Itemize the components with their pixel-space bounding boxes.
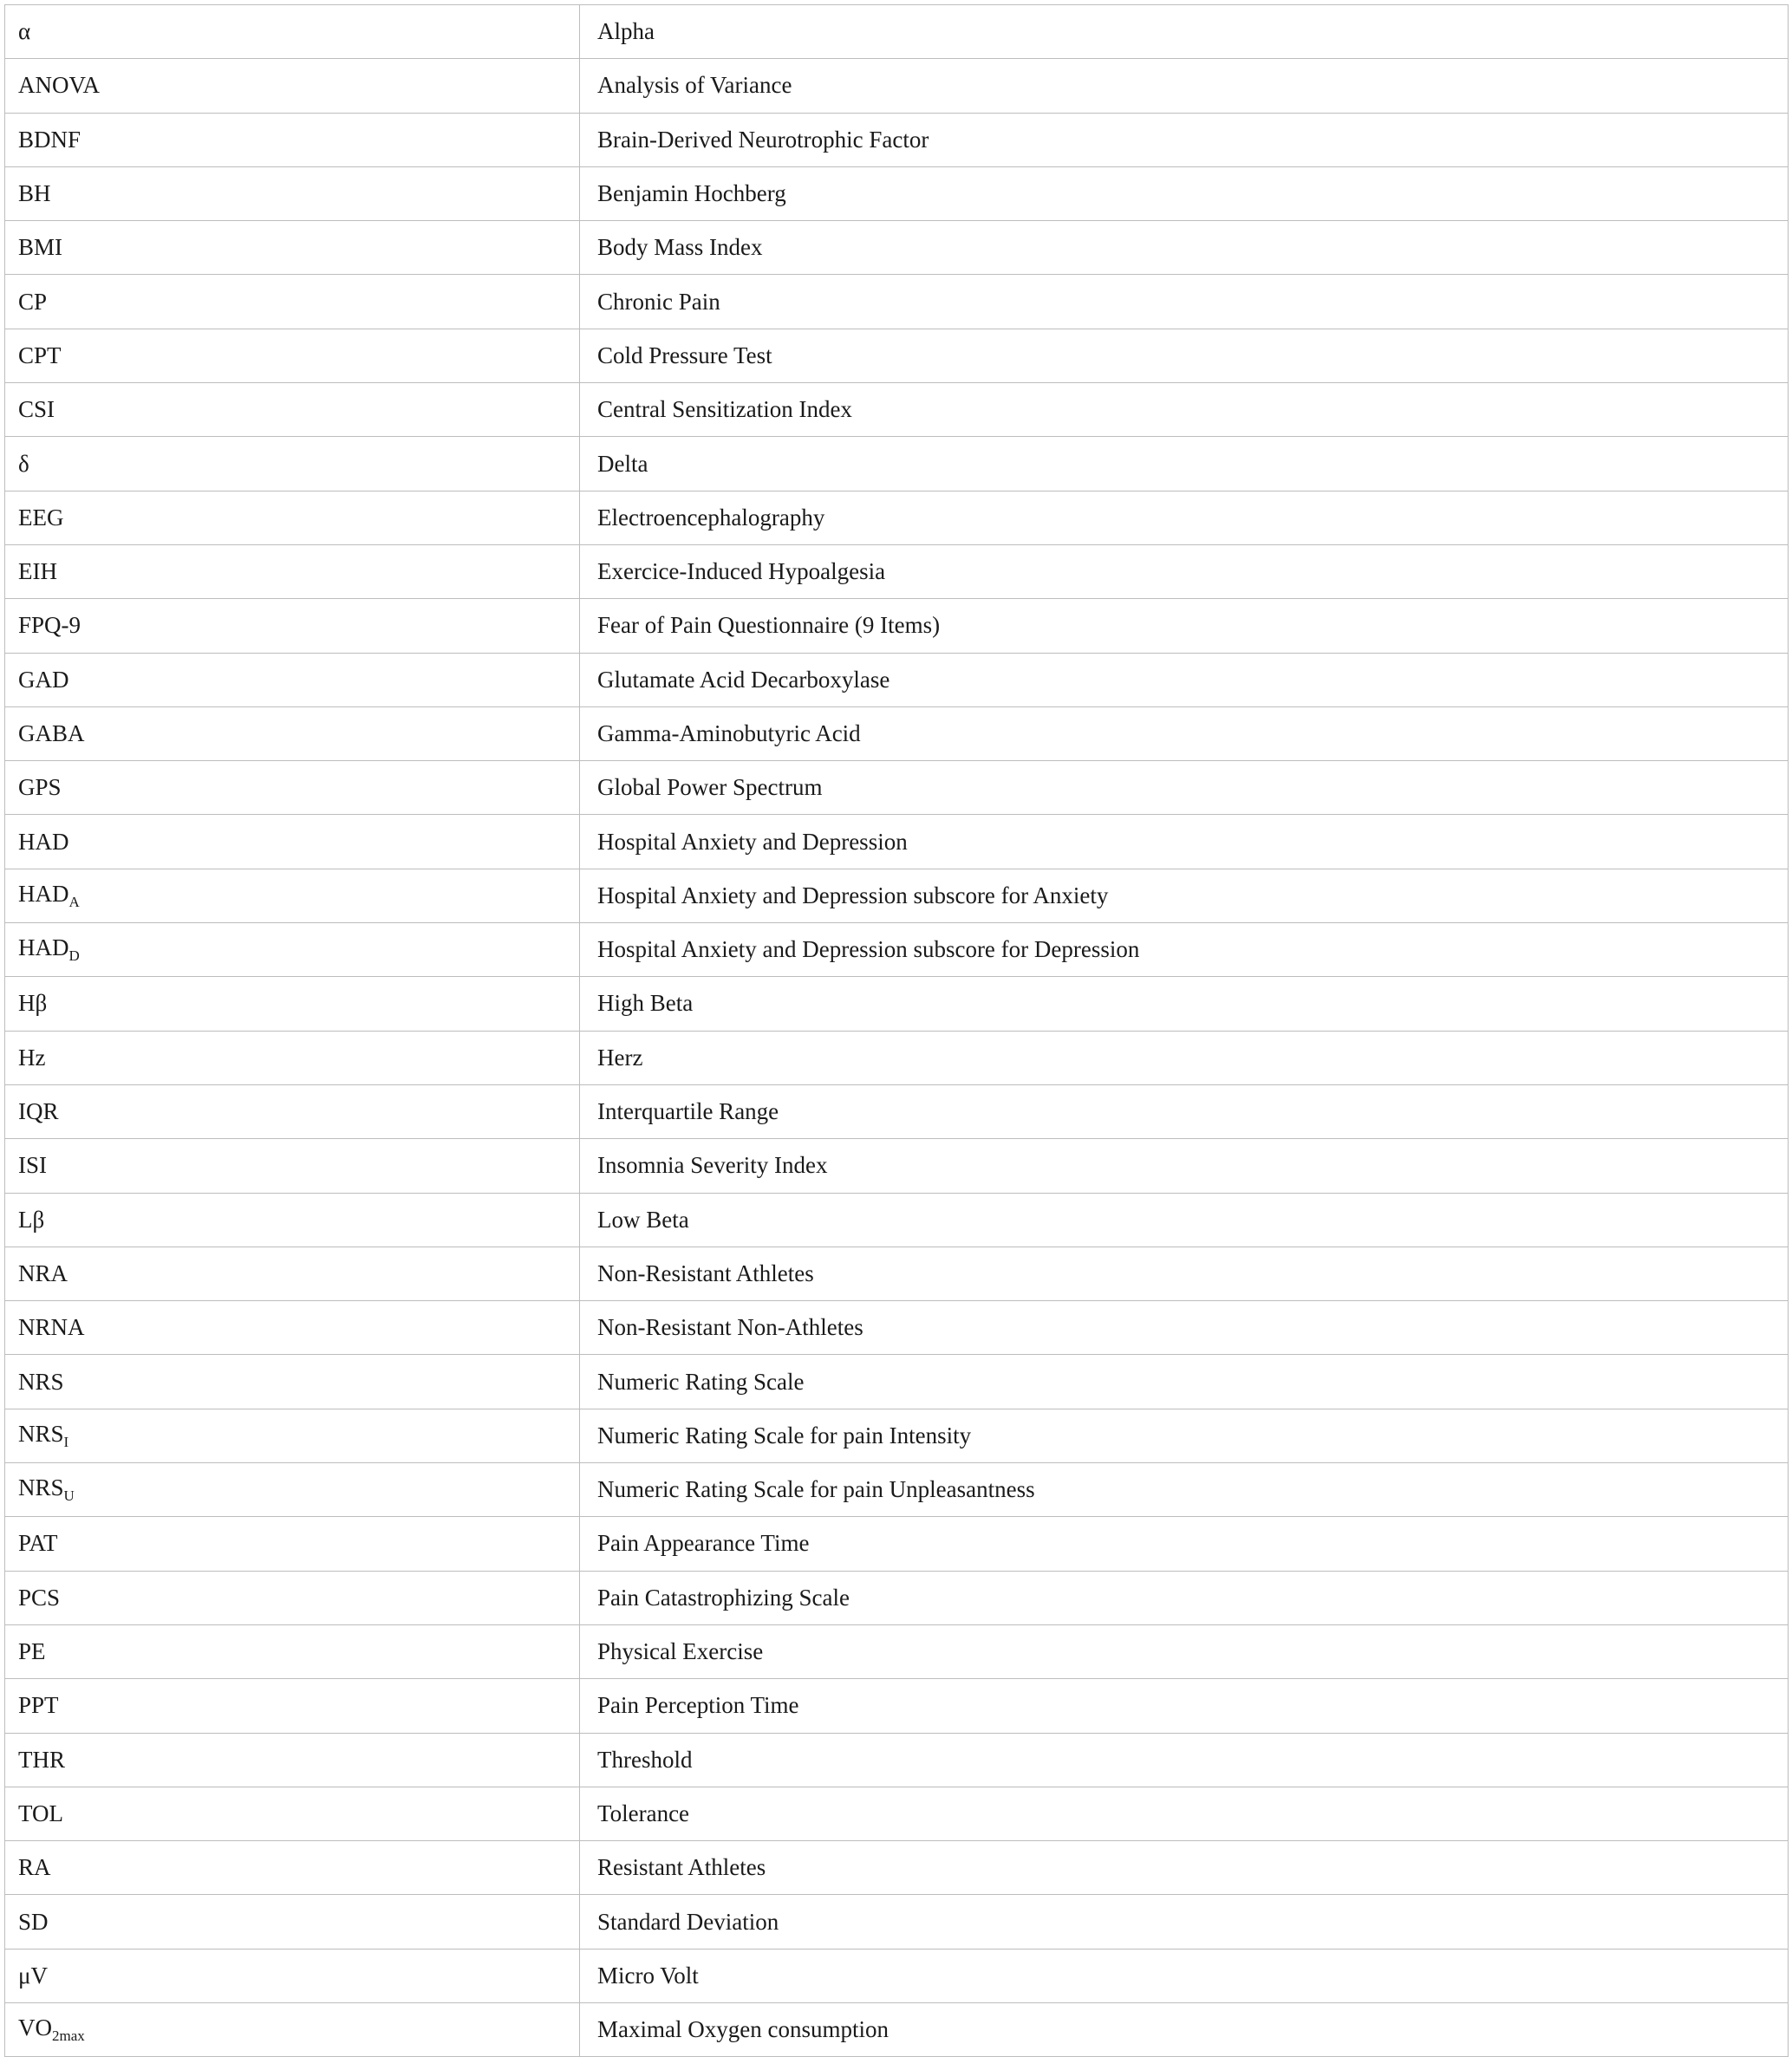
table-row [5,1733,1789,1787]
table-row [5,1517,1789,1571]
abbreviation-text: HAD [18,880,69,907]
definition-text: Numeric Rating Scale for pain Intensity [597,1422,972,1448]
table-row [5,166,1789,220]
abbreviation-text: Hβ [18,990,48,1017]
definition-text: Numeric Rating Scale [597,1368,805,1395]
table-row [5,1084,1789,1138]
definition-cell [580,5,1789,59]
definition-text: Low Beta [597,1206,689,1233]
definition-cell [580,706,1789,760]
table-row [5,1571,1789,1624]
abbreviation-text: NRS [18,1368,64,1395]
definition-text: Tolerance [597,1800,690,1826]
abbreviation-cell [5,815,580,869]
abbreviation-cell [5,923,580,977]
definition-cell [580,815,1789,869]
abbreviation-cell [5,1139,580,1193]
definition-cell [580,1949,1789,2002]
abbreviation-text: CSI [18,396,55,423]
table-row [5,1355,1789,1409]
abbreviation-text: PPT [18,1692,59,1719]
definition-text: Body Mass Index [597,234,763,261]
definition-text: Threshold [597,1746,693,1773]
abbreviation-text: δ [18,450,29,477]
table-row [5,437,1789,491]
definition-text: Fear of Pain Questionnaire (9 Items) [597,612,941,639]
table-row [5,1895,1789,1949]
abbreviation-cell [5,5,580,59]
table-row [5,599,1789,653]
abbreviation-text: EIH [18,558,57,585]
table-row [5,1247,1789,1300]
definition-text: Numeric Rating Scale for pain Unpleasantness [597,1476,1035,1503]
definition-cell [580,275,1789,329]
definition-text: High Beta [597,990,694,1017]
definition-cell [580,1733,1789,1787]
abbreviation-cell [5,1355,580,1409]
definition-text: Delta [597,450,648,477]
table-row [5,2002,1789,2056]
table-row [5,275,1789,329]
abbreviation-text: SD [18,1908,49,1935]
definition-cell [580,1301,1789,1355]
table-row [5,383,1789,437]
definition-cell [580,2002,1789,2056]
definition-cell [580,1895,1789,1949]
abbreviation-cell [5,1301,580,1355]
abbreviation-subscript: D [68,947,80,965]
definition-cell [580,59,1789,113]
abbreviation-cell [5,1193,580,1247]
abbreviation-cell [5,383,580,437]
abbreviation-cell [5,491,580,544]
abbreviation-cell [5,275,580,329]
abbreviation-cell [5,977,580,1031]
abbreviation-text: Hz [18,1044,46,1071]
abbreviation-text: ANOVA [18,72,101,99]
definition-cell [580,1787,1789,1840]
abbreviation-text: THR [18,1746,65,1773]
definition-cell [580,599,1789,653]
table-row [5,1031,1789,1084]
definition-text: Pain Appearance Time [597,1530,810,1557]
abbreviation-cell [5,1409,580,1462]
definition-cell [580,221,1789,275]
abbreviation-cell [5,221,580,275]
abbreviations-table [4,4,1789,2057]
abbreviation-text: GPS [18,774,62,801]
abbreviation-cell [5,544,580,598]
definition-text: Herz [597,1044,643,1071]
abbreviation-cell [5,1895,580,1949]
abbreviation-text: TOL [18,1800,63,1826]
abbreviation-text: CP [18,288,48,315]
abbreviation-cell [5,1517,580,1571]
abbreviation-text: FPQ-9 [18,612,81,639]
definition-cell [580,1517,1789,1571]
definition-text: Cold Pressure Test [597,342,772,368]
table-row [5,1679,1789,1733]
table-row [5,5,1789,59]
definition-text: Pain Perception Time [597,1692,799,1719]
definition-text: Pain Catastrophizing Scale [597,1584,850,1611]
abbreviation-cell [5,2002,580,2056]
abbreviation-cell [5,1463,580,1517]
table-row [5,977,1789,1031]
abbreviation-cell [5,1247,580,1300]
definition-cell [580,923,1789,977]
definition-cell [580,1409,1789,1462]
table-row [5,1193,1789,1247]
definition-cell [580,1624,1789,1678]
abbreviation-text: α [18,18,31,45]
table-row [5,544,1789,598]
abbreviation-subscript: I [63,1433,69,1450]
definition-text: Chronic Pain [597,288,720,315]
definition-cell [580,1247,1789,1300]
definition-cell [580,1355,1789,1409]
definition-text: Standard Deviation [597,1908,779,1935]
table-row [5,1841,1789,1895]
abbreviation-text: BMI [18,234,63,261]
abbreviation-text: PE [18,1638,46,1665]
definition-text: Resistant Athletes [597,1854,766,1881]
definition-text: Gamma-Aminobutyric Acid [597,720,861,746]
definition-cell [580,544,1789,598]
table-row [5,761,1789,815]
abbreviation-cell [5,1679,580,1733]
abbreviation-text: Lβ [18,1206,45,1233]
abbreviation-text: μV [18,1962,48,1989]
definition-text: Analysis of Variance [597,72,792,99]
abbreviation-cell [5,437,580,491]
table-row [5,1949,1789,2002]
definition-cell [580,383,1789,437]
definition-cell [580,1463,1789,1517]
abbreviation-text: BDNF [18,126,81,153]
definition-text: Non-Resistant Athletes [597,1260,814,1286]
table-row [5,1787,1789,1840]
definition-text: Electroencephalography [597,504,825,531]
table-row [5,815,1789,869]
definition-text: Hospital Anxiety and Depression subscore for Anxiety [597,882,1109,908]
definition-text: Glutamate Acid Decarboxylase [597,666,890,693]
definition-text: Alpha [597,18,655,45]
abbreviation-cell [5,1031,580,1084]
definition-cell [580,869,1789,922]
table-row [5,113,1789,166]
definition-cell [580,166,1789,220]
table-row [5,1624,1789,1678]
definition-cell [580,977,1789,1031]
abbreviation-text: NRNA [18,1314,85,1341]
abbreviation-text: IQR [18,1098,59,1125]
definition-text: Physical Exercise [597,1638,764,1665]
definition-text: Exercice-Induced Hypoalgesia [597,558,886,585]
abbreviation-cell [5,869,580,922]
definition-cell [580,1841,1789,1895]
table-row [5,59,1789,113]
definition-cell [580,1139,1789,1193]
definition-cell [580,329,1789,382]
abbreviation-subscript: A [68,893,80,910]
abbreviation-text: CPT [18,342,62,368]
abbreviation-cell [5,1949,580,2002]
definition-text: Brain-Derived Neurotrophic Factor [597,126,929,153]
definition-cell [580,1193,1789,1247]
table-row [5,1139,1789,1193]
abbreviation-text: BH [18,180,51,207]
abbreviation-text: PAT [18,1530,58,1557]
abbreviation-text: GAD [18,666,69,693]
abbreviation-text: RA [18,1854,51,1881]
abbreviation-text: NRA [18,1260,68,1286]
abbreviation-text: HAD [18,934,69,961]
definition-text: Interquartile Range [597,1098,779,1125]
abbreviation-cell [5,1787,580,1840]
abbreviation-cell [5,1841,580,1895]
abbreviation-cell [5,59,580,113]
table-row [5,329,1789,382]
definition-cell [580,653,1789,706]
definition-text: Micro Volt [597,1962,699,1989]
table-row [5,491,1789,544]
definition-cell [580,761,1789,815]
abbreviation-cell [5,166,580,220]
abbreviation-text: NRS [18,1474,64,1501]
abbreviation-text: GABA [18,720,85,746]
abbreviation-cell [5,1084,580,1138]
abbreviation-text: NRS [18,1420,64,1447]
table-row [5,1463,1789,1517]
abbreviation-cell [5,599,580,653]
abbreviation-text: VO [18,2015,52,2041]
definition-cell [580,491,1789,544]
abbreviation-cell [5,113,580,166]
definition-text: Hospital Anxiety and Depression subscore for Depression [597,936,1140,963]
definition-cell [580,437,1789,491]
abbreviation-subscript: 2max [52,2028,85,2045]
table-row [5,923,1789,977]
definition-text: Hospital Anxiety and Depression [597,828,908,855]
abbreviation-text: EEG [18,504,64,531]
abbreviations-table-body [5,5,1789,2057]
abbreviation-cell [5,1733,580,1787]
abbreviation-cell [5,1571,580,1624]
definition-cell [580,1679,1789,1733]
abbreviation-text: PCS [18,1584,61,1611]
table-row [5,1301,1789,1355]
definition-cell [580,1571,1789,1624]
definition-text: Non-Resistant Non-Athletes [597,1314,863,1341]
abbreviation-cell [5,653,580,706]
definition-text: Insomnia Severity Index [597,1152,828,1179]
definition-cell [580,1031,1789,1084]
abbreviation-text: ISI [18,1152,47,1179]
abbreviation-cell [5,706,580,760]
abbreviation-text: HAD [18,828,69,855]
abbreviation-cell [5,1624,580,1678]
definition-text: Central Sensitization Index [597,396,852,423]
abbreviation-cell [5,761,580,815]
table-row [5,221,1789,275]
abbreviation-subscript: U [63,1487,75,1505]
definition-text: Benjamin Hochberg [597,180,786,207]
abbreviation-cell [5,329,580,382]
table-row [5,706,1789,760]
definition-text: Maximal Oxygen consumption [597,2016,889,2043]
table-row [5,653,1789,706]
table-row [5,1409,1789,1462]
definition-text: Global Power Spectrum [597,774,823,801]
table-row [5,869,1789,922]
definition-cell [580,1084,1789,1138]
definition-cell [580,113,1789,166]
